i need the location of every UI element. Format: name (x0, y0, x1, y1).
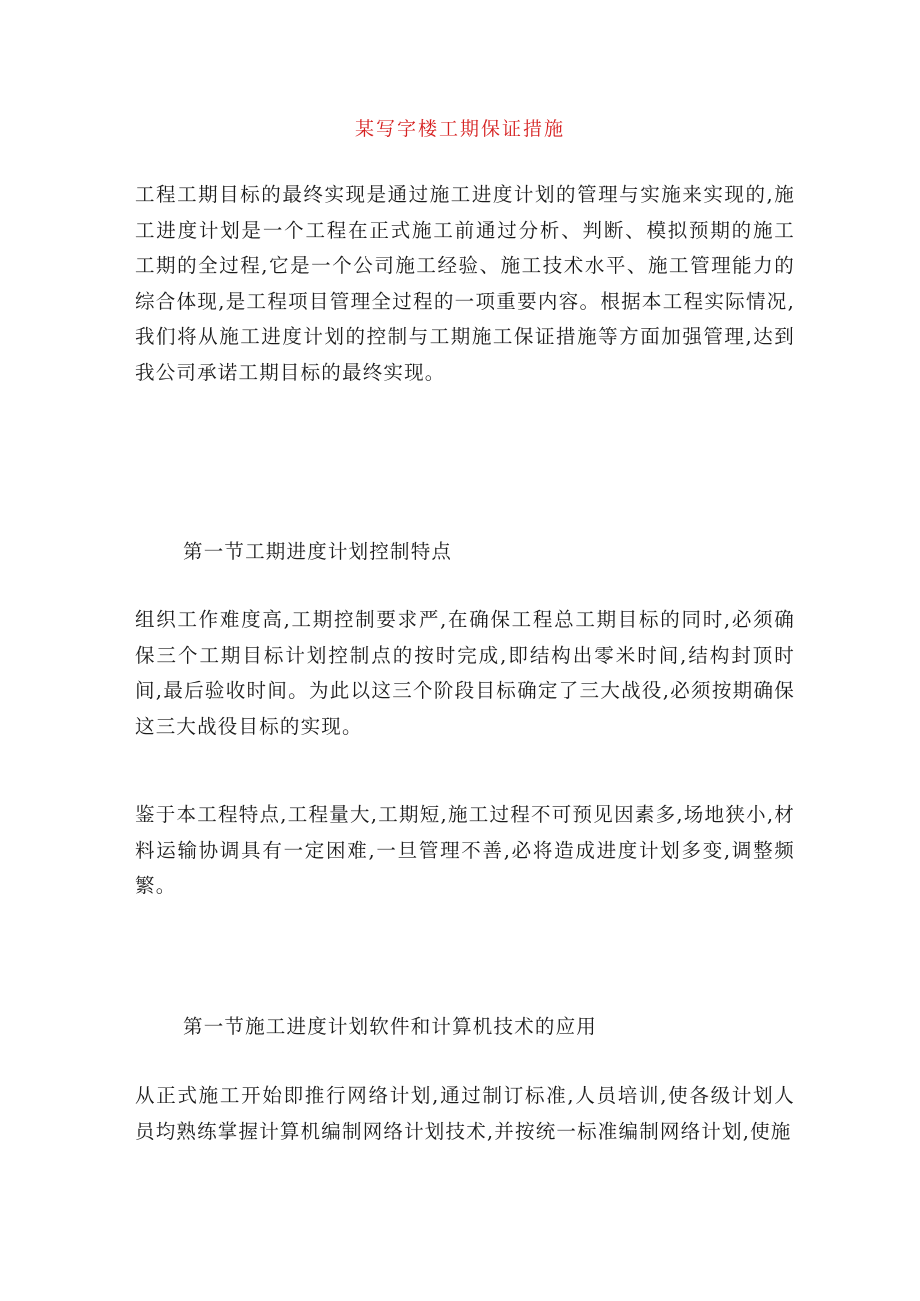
intro-paragraph: 工程工期目标的最终实现是通过施工进度计划的管理与实施来实现的,施工进度计划是一个工程在正式施工前通过分析、判断、模拟预期的施工工期的全过程,它是一个公司施工经验、施工技术水平、施工管理能力的综合体现,是工程项目管理全过程的一项重要内容。根据本工程实际情况,我们将从施工进度计划的控制与工期施工保证措施等方面加强管理,达到我公司承诺工期目标的最终实现。 (135, 183, 795, 384)
section1-paragraph-1: 组织工作难度高,工期控制要求严,在确保工程总工期目标的同时,必须确保三个工期目标计划控制点的按时完成,即结构出零米时间,结构封顶时间,最后验收时间。为此以这三个阶段目标确定了三大战役,必须按期确保这三大战役目标的实现。 (135, 608, 795, 738)
document-title: 某写字楼工期保证措施 (354, 118, 565, 140)
section-heading-schedule-control: 第一节工期进度计划控制特点 (183, 540, 453, 563)
section1-paragraph-2: 鉴于本工程特点,工程量大,工期短,施工过程不可预见因素多,场地狭小,材料运输协调具有一定困难,一旦管理不善,必将造成进度计划多变,调整频繁。 (135, 803, 795, 897)
section2-paragraph-1: 从正式施工开始即推行网络计划,通过制订标准,人员培训,使各级计划人员均熟练掌握计算机编制网络计划技术,并按统一标准编制网络计划,使施 (135, 1084, 795, 1143)
section-heading-software-application: 第一节施工进度计划软件和计算机技术的应用 (183, 1015, 598, 1038)
